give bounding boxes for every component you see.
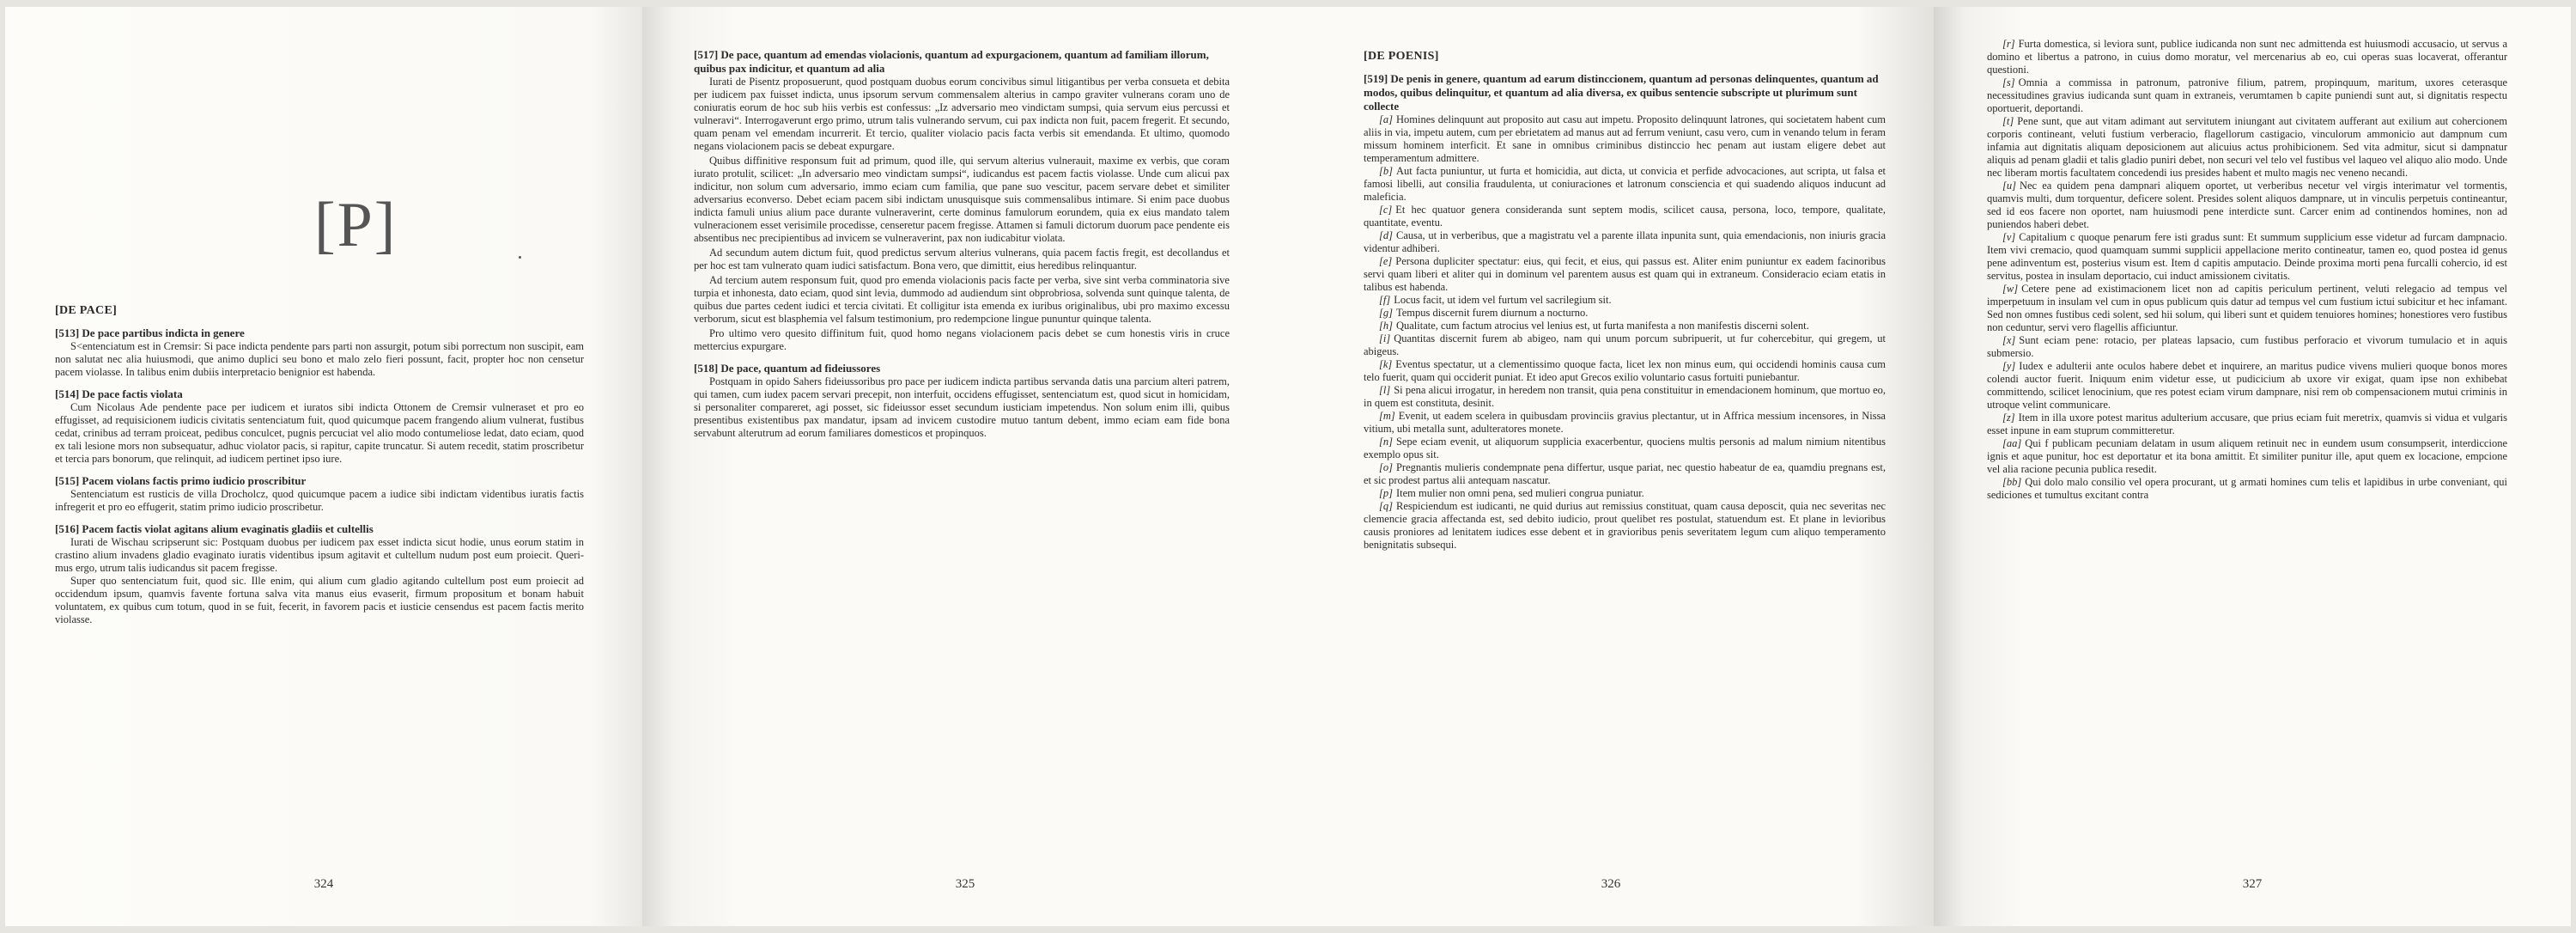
subsection-text: Capitalium c quoque penarum fere isti gradus sunt: Et summum supplicium esse videtur ad furcam dampnacio. Item vivi cremacio, quod quamquam summi supplicii appellacione merito contineatur, tamen eo, quod postea id genus pene adinventum est, posterius visum est. Item d capitis amputacio. Deinde proxima morti pena furcalli cohercio, id est servitus, postea in insulam deportacio, cui induct amissionem civitatis. xyxy=(1987,231,2507,282)
speck xyxy=(519,256,521,259)
entry-517 xyxy=(694,48,1230,353)
subsection xyxy=(1364,332,1886,358)
subsection-marker: [c] xyxy=(1379,204,1393,216)
page-325 xyxy=(642,7,1288,926)
entry-body: Cum Nicolaus Ade pendente pace per iudicem et iuratos sibi indicta Ottonem de Cremsir vulneraset et pro eo effugisset, ad requisicionem iudicis civitatis sentenciatum fuit, quod quicumque pacem frangendo alium vulnerat, fustibus cedat, crinibus ad terram proiceat, pedibus conculcet, pugnis percuciat vel alio modo contumeliose ledat, dato eciam, quod ex tali lesione mors non subsequatur, adhuc violator pacis, si rapitur, capite truncatur. Si autem recedit, statim proscribetur et tercia pars bonorum, que relinquit, ad iudicem pertinet ipso iure. xyxy=(55,401,584,465)
subsection xyxy=(1987,437,2507,476)
subsection-text: Nec ea quidem pena dampnari aliquem oportet, ut verberibus necetur vel virgis interimatur vel tormentis, quamvis multi, dum torquentur, deficere solent. Presides solent aliquos dampnare, ut in vinculis perpetuis contineantur, sed id eos facere non oportet, nam huiusmodi pene interdicte sunt. Carcer enim ad continendos homines, non ad puniendos haberi debet. xyxy=(1987,180,2507,230)
subsection-marker: [n] xyxy=(1379,436,1393,448)
page-number: 324 xyxy=(313,877,334,891)
subsection-marker: [l] xyxy=(1379,384,1391,396)
subsection-marker: [q] xyxy=(1379,500,1393,512)
subsection-text: Evenit, ut eadem scelera in quibusdam provinciis gravius plectantur, ut in Affrica messium incensores, in Nissa vitium, ubi metalla sunt, adulteratores monete. xyxy=(1364,410,1886,435)
subsection xyxy=(1364,165,1886,204)
subsection-marker: [y] xyxy=(2002,360,2016,372)
subsection xyxy=(1987,360,2507,412)
subsection xyxy=(1364,294,1886,307)
subsection xyxy=(1987,115,2507,180)
subsection-text: Causa, ut in verberibus, que a magistratu vel a parente illata inpunita sunt, quia emendacionis, non iniuris gracia videntur adhiberi. xyxy=(1364,229,1886,254)
subsection-text: Qui dolo malo consilio vel opera procurant, ut g armati homines cum telis et lapidibus in urbe conveniant, qui sediciones et tumultus excitant contra xyxy=(1987,476,2507,501)
subsection xyxy=(1364,500,1886,552)
subsection-text: Quantitas discernit furem ab abigeo, nam qui unum porcum subripuerit, ut fur cohercebitur, qui gregem, ut abigeus. xyxy=(1364,332,1886,357)
subsection xyxy=(1364,307,1886,320)
subsection-marker: [w] xyxy=(2002,283,2019,295)
entry-519 xyxy=(1364,72,1886,552)
subsection xyxy=(1987,283,2507,334)
entry-513 xyxy=(55,326,584,379)
subsection xyxy=(1364,436,1886,461)
subsection-marker: [p] xyxy=(1379,487,1393,499)
subsection-marker: [g] xyxy=(1379,307,1393,319)
subsection-marker: [aa] xyxy=(2002,437,2022,449)
subsection-marker: [s] xyxy=(2002,76,2015,88)
paragraph: Pro ultimo vero quesito diffinitum fuit, quod homo negans violacionem pacis debet se cum honestis viris in cruce mettercius expurgare. xyxy=(694,327,1230,352)
entry-title: [514] De pace factis violata xyxy=(55,387,183,400)
subsection-marker: [o] xyxy=(1379,461,1393,473)
paragraph: Ad tercium autem responsum fuit, quod pro emenda violacionis pacis facte per verba, sive sint verba comminatoria sive turpia et inhonesta, dato eciam, quod sint levia, dummodo ad audiendum sint obprobriosa, solvenda sunt quinque talenta, de quibus due partes cedent iudici et tercia civitati. Et colligitur ista emenda ex iuribus originalibus, ubi pro maximo excessu verborum, sicut est blasphemia vel falsum testimonium, pro redempcione lingue pununtur quinque talenta. xyxy=(694,274,1230,325)
subsection xyxy=(1364,487,1886,500)
subsection xyxy=(1364,358,1886,384)
entry-body: Iurati de Wischau scripserunt sic: Postquam duobus per iudicem pax esset indicta sicut hodie, unus eorum statim in crastino alium invadens gladio evaginato iuratis videntibus ipsum agitavit et cultellum nudum post eum proiecit. Queri-mus ergo, utrum talis iudicandus sit pacem fregisse. xyxy=(55,536,584,574)
subsection-marker: [bb] xyxy=(2002,476,2022,488)
section-heading: [DE POENIS] xyxy=(1364,50,1439,63)
subsection-marker: [x] xyxy=(2002,334,2016,346)
entry-516 xyxy=(55,522,584,626)
subsection-marker: [h] xyxy=(1379,320,1393,332)
entry-title: [518] De pace, quantum ad fideiussores xyxy=(694,362,881,375)
subsection-text: Respiciendum est iudicanti, ne quid durius aut remissius constituat, quam causa deposcit, quia nec severitas nec clemencie gracia affectanda est, sed debito iudicio, prout quelibet res postulat, statuendum est. Et plane in levioribus causis proniores ad lenitatem iudices esse debent et in gravioribus penis severitatem legum cum aliquo temperamento benignitatis subsequi. xyxy=(1364,500,1886,551)
subsection-marker: [i] xyxy=(1379,332,1391,345)
subsection-marker: [r] xyxy=(2002,38,2015,50)
subsection-text: Homines delinquunt aut proposito aut casu aut impetu. Proposito delinquunt latrones, qui societatem habent cum aliis in via, impetu autem, cum per ebrietatem ad manus aut ad ferrum veniunt, casu vero, cum in venando telum in feram missum hominem interficit. Et sane in omnibus criminibus distinccio hec penam aut iustam eligere debet aut temperamentum admittere. xyxy=(1364,113,1886,164)
subsection xyxy=(1987,38,2507,76)
subsection-text: Pene sunt, que aut vitam adimant aut servitutem iniungant aut civitatem aufferant aut exilium aut cohercionem corporis contineant, veluti fustium verberacio, flagellorum castigacio, vinculorum ammonicio aut dampnum cum infamia aut dignitatis aliquam deposicionem aut alicuius actus prohibicionem. Sed vita admitur, sicut si dampnatur aliquis ad penam gladii et talis gladio puniri debet, non securi vel telo vel fustibus vel laqueo vel aliquo alio modo. Unde nec liberam mortis facultatem concedendi ius presides habent et multo magis nec veneno necandi. xyxy=(1987,115,2507,179)
entry-title: [513] De pace partibus indicta in genere xyxy=(55,326,245,339)
subsection-text: Furta domestica, si leviora sunt, publice iudicanda non sunt nec admittenda est huiusmodi accusacio, ut servus a domino et libertus a patrono, in cuius domo moratur, vel mercenarius ab eo, cui operas suas locaverat, offerantur questioni. xyxy=(1987,38,2507,76)
subsection xyxy=(1364,320,1886,332)
section-heading: [DE PACE] xyxy=(55,304,118,317)
subsection xyxy=(1364,113,1886,165)
page-324 xyxy=(5,7,642,926)
entry-515 xyxy=(55,474,584,514)
subsection-marker: [f] xyxy=(1379,294,1391,306)
subsection-text: Iudex e adulterii ante oculos habere debet et inquirere, an maritus pudice vivens mulieri quoque bonos mores colendi auctor fuerit. Iniquum enim videtur esse, ut pudicicium ab uxore vir exigat, quam ipse non exhibebat committendo, scilicet lenocinium, que res potest eciam virum dampnare, nisi rem ob compensacionem mutui criminis in utroque velint communicare. xyxy=(1987,360,2507,411)
entry-title: [519] De penis in genere, quantum ad earum distinccionem, quantum ad personas delinquentes, quantum ad modos, quibus delinquitur, et quantum ad alia diversa, ex quibus sentencie subscripte ut plurimum sunt collecte xyxy=(1364,72,1879,113)
subsection-list xyxy=(1987,38,2507,502)
subsection-marker: [k] xyxy=(1379,358,1393,370)
subsection xyxy=(1364,229,1886,255)
subsection-text: Persona dupliciter spectatur: eius, qui fecit, et eius, qui passus est. Aliter enim puniuntur ex eadem facinoribus servi quam liberi et aliter qui in dominum vel parentem ausus est quam qui in extraneum. Consideracio eciam etatis in talibus est habenda. xyxy=(1364,255,1886,293)
paragraph: Quibus diffinitive responsum fuit ad primum, quod ille, qui servum alterius vulnerauit, maxime ex verbis, que coram iurato protulit, scilicet: „In adversario meo vindictam sumpsi“, iudicandus est pacem factis violasse. Unde cum alicui pax indicitur, non solum cum adversario, immo eciam cum familia, que pane suo vescitur, pacem servare debet et similiter adversarius econverso. Debet eciam pacem sibi indictam unusquisque suis commensalibus intimare. Si enim pace duobus indicta famuli unius alium pace durante vulneraverint, certe dominus famulorum eorundem, quia ex eius mandato talem vulneracionem esset verisimile procedisse, censeretur pacem fregisse. Attamen si famuli dictorum duorum pace pendente eis absentibus nec precipientibus ad invicem se vulneraverint, pax non iudicabitur violata. xyxy=(694,155,1230,244)
subsection-text: Pregnantis mulieris condempnate pena differtur, usque pariat, nec questio habeatur de ea, quamdiu pregnans est, et sic prodest partus alii antequam nascatur. xyxy=(1364,461,1886,486)
subsection-text: Qui f publicam pecuniam delatam in usum aliquem retinuit nec in eundem usum consumpserit, interdiccione ignis et aque punitur, hoc est deportatur et ita bona amittit. Et similiter punitur ille, aput quem ex locacione, empcione vel alia racione pecunia publica resedit. xyxy=(1987,437,2507,475)
subsection xyxy=(1364,255,1886,294)
subsection-text: Tempus discernit furem diurnum a nocturno. xyxy=(1395,307,1589,319)
subsection-marker: [d] xyxy=(1379,229,1393,241)
paragraph: Iurati de Pisentz proposuerunt, quod postquam duobus eorum concivibus simul litigantibus per verba consueta et debita per iudicem pax fuisset indicta, unus ipsorum servum commensalem alterius in campo graviter vulnerans coram uno de coniuratis eorum de hoc sub hiis verbis est confessus: „Iz adversario meo vindictam sumpsi, quia servum eius percussi et vulneravi“. Interrogaverunt ergo primo, utrum talis vulnerando servum, cui pax indicta non fuit, pacem fregerit. Et secundo, quam penam vel emendam incurrerit. Et tercio, qualiter violacio pacis facta verbis sit emendanda. Et ultimo, quomodo negans violacionem pacis se debeat expurgare. xyxy=(694,76,1230,152)
subsection-text: Omnia a commissa in patronum, patronive filium, patrem, propinquum, maritum, uxores ceterasque necessitudines gravius iudicanda sunt quam in extraneis, verumtamen b capite puniendi sunt aut, si dignitatis respectu oportuerit, deportandi. xyxy=(1987,76,2507,114)
subsection-text: Qualitate, cum factum atrocius vel lenius est, ut furta manifesta a non manifestis discerni solent. xyxy=(1395,320,1809,332)
entry-title: [515] Pacem violans factis primo iudicio proscribitur xyxy=(55,474,307,487)
paragraph: Ad secundum autem dictum fuit, quod predictus servum alterius vulnerans, quia pacem factis fregit, est decollandus et per hoc est tam vulnerato quam iudici satisfactum. Bona vero, que dimittit, eius heredibus relinquantur. xyxy=(694,247,1230,271)
paragraph: Postquam in opido Sahers fideiussoribus pro pace per iudicem indicta partibus servanda datis una parcium alteri patrem, qui tamen, cum iudex pacem servari precepit, non interfuit, occidens effugisset, sentenciatum est, quod sicut in homicidam, si personaliter compareret, agi posset, sic fideiussor esset secundum iusticiam impetendus. Non solum enim illi, quibus presentibus existentibus pax mandatur, ipsam ad invicem custodire mutuo tantum debent, immo eciam eam fide bona servabunt alterutrum ad eorum familiares domesticos et propinquos. xyxy=(694,375,1230,439)
subsection xyxy=(1987,76,2507,115)
section-letter: [P] xyxy=(314,190,398,260)
subsection xyxy=(1364,204,1886,229)
subsection-text: Eventus spectatur, ut a clementissimo quoque facta, licet lex non minus eum, qui occidendi hominis causa cum telo fuerit, quam qui occiderit puniat. Et ideo aput Grecos exilio voluntario casus fortuiti puniebantur. xyxy=(1364,358,1886,383)
subsection-text: Item mulier non omni pena, sed mulieri congrua puniatur. xyxy=(1395,487,1644,499)
subsection-text: Aut facta puniuntur, ut furta et homicidia, aut dicta, ut convicia et perfide advocaciones, aut scripta, ut falsa et famosi libelli, aut consilia fraudulenta, ut coniuraciones et latronum consciencia et qui suadendo aliquos inducunt ad maleficia. xyxy=(1364,165,1886,203)
subsection xyxy=(1987,334,2507,360)
entry-body: S<entenciatum est in Cremsir: Si pace indicta pendente pars parti non assurgit, potum sibi porrectum non suscipit, eam non salutat nec alia huiusmodi, que animo duplici seu bono et malo zelo fieri possunt, facit, propter hoc non censetur pacem violasse. In talibus enim dubiis interpretacio benignior est habenda. xyxy=(55,340,584,378)
entry-518 xyxy=(694,362,1230,440)
subsection xyxy=(1987,231,2507,283)
subsection-marker: [z] xyxy=(2002,412,2015,424)
subsection-marker: [u] xyxy=(2002,180,2016,192)
subsection-text: Sunt eciam pene: rotacio, per plateas lapsacio, cum fustibus perforacio et vivorum tumulacio et in aquis submersio. xyxy=(1987,334,2507,359)
page-number: 326 xyxy=(1601,877,1621,891)
entry-body: Super quo sentenciatum fuit, quod sic. Ille enim, qui alium cum gladio agitando cultellum post eum proiecit ad occidendum ipsum, quamvis favente fortuna salva vita manus eius evaserit, firmum propositum et bonam habuit voluntatem, ex quibus cum totum, quod in se fuit, fecerit, in favorem pacis et iusticie censendus est pacem factis merito violasse. xyxy=(55,575,584,625)
subsection-text: Item in illa uxore potest maritus adulterium accusare, que prius eciam fuit meretrix, quamvis si vidua et vulgaris esset inpune in eam stuprum committeretur. xyxy=(1987,412,2507,436)
subsection xyxy=(1987,412,2507,437)
subsection xyxy=(1364,410,1886,436)
page-number: 327 xyxy=(2242,877,2263,891)
subsection xyxy=(1364,461,1886,487)
subsection-marker: [e] xyxy=(1379,255,1393,267)
subsection-marker: [v] xyxy=(2002,231,2016,243)
page-number: 325 xyxy=(955,877,975,891)
subsection-text: Cetere pene ad existimacionem licet non ad capitis periculum pertinent, veluti relegacio ad tempus vel imperpetuum in insulam vel cum in opus publicum quis datur ad tempus vel cum fustium ictui subicitur et hec infamant. Sed non omnes fustibus cedi solent, sed hii solum, qui liberi sunt et quidem tenuiores homines; honestiores vero fustibus non ceduntur, servi vero flagellis afficiuntur. xyxy=(1987,283,2507,333)
entry-514 xyxy=(55,387,584,466)
subsection-marker: [a] xyxy=(1379,113,1393,125)
subsection xyxy=(1987,476,2507,502)
entry-title: [516] Pacem factis violat agitans alium evaginatis gladiis et cultellis xyxy=(55,522,374,535)
subsection-text: Sepe eciam evenit, ut aliquorum supplicia exacerbentur, quociens multis personis ad malum nimium nitentibus exemplo opus sit. xyxy=(1364,436,1886,460)
subsection-marker: [t] xyxy=(2002,115,2014,127)
subsection-list xyxy=(1364,113,1886,552)
subsection-marker: [b] xyxy=(1379,165,1393,177)
entry-title: [517] De pace, quantum ad emendas violacionis, quantum ad expurgacionem, quantum ad familiam illorum, quibus pax indicitur, et quantum ad alia xyxy=(694,48,1209,75)
subsection xyxy=(1364,384,1886,410)
subsection-text: Et hec quatuor genera consideranda sunt septem modis, scilicet causa, persona, loco, tempore, qualitate, quantitate, eventu. xyxy=(1364,204,1886,229)
page-326 xyxy=(1288,7,1934,926)
subsection-marker: [m] xyxy=(1379,410,1395,422)
subsection xyxy=(1987,180,2507,231)
subsection-text: Si pena alicui irrogatur, in heredem non transit, quia pena constituitur in emendacionem hominum, que mortuo eo, in quem est constituta, desinit. xyxy=(1364,384,1886,409)
entry-body: Sentenciatum est rusticis de villa Drocholcz, quod quicumque pacem a iudice sibi indictam videntibus iuratis factis infregerit et pro eo effugerit, statim primo iudicio proscribetur. xyxy=(55,488,584,513)
page-327 xyxy=(1934,7,2571,926)
subsection-text: Locus facit, ut idem vel furtum vel sacrilegium sit. xyxy=(1394,294,1612,306)
